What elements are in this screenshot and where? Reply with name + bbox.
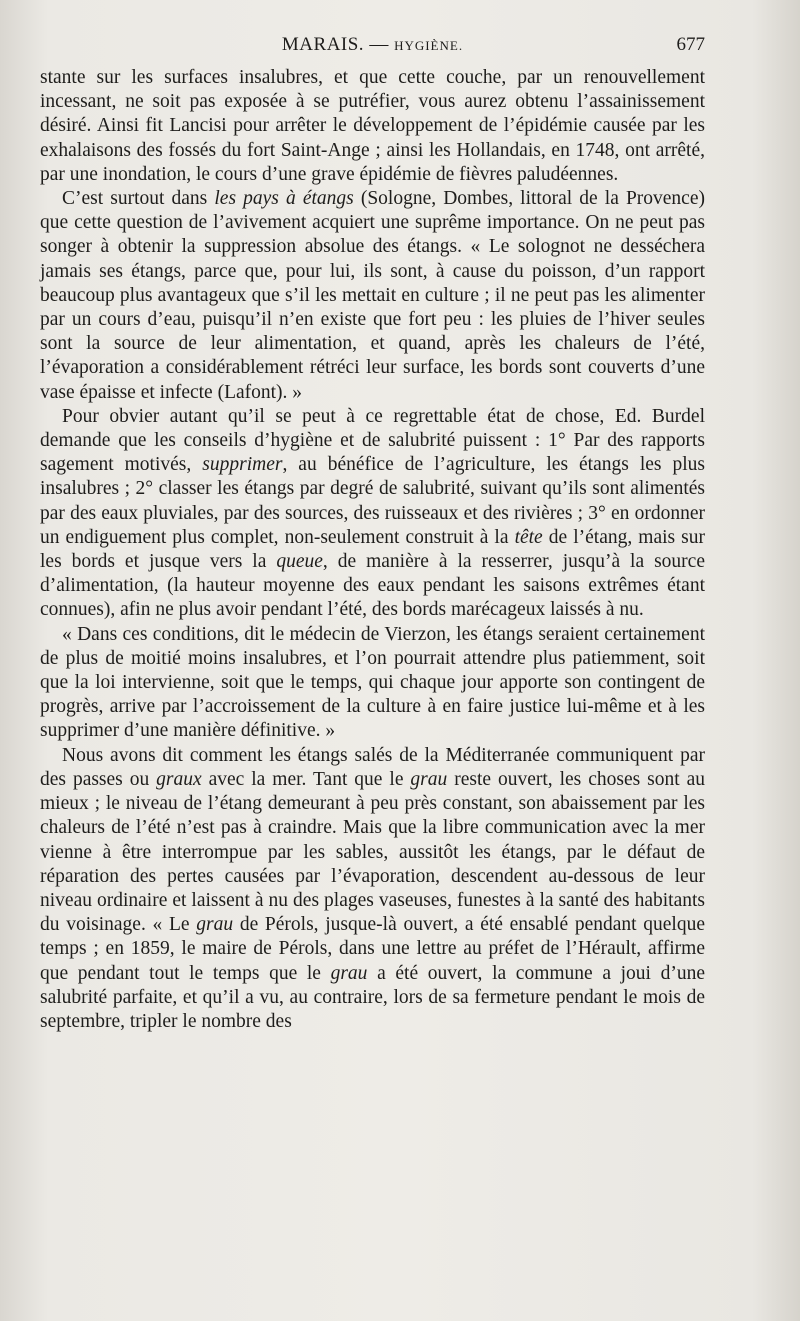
italic-term: grau [330,962,368,984]
italic-term: supprimer [202,454,283,476]
italic-term: grau [410,768,448,790]
running-title-section: HYGIÈNE. [394,38,464,53]
text-run: Pour obvier autant qu’il se peut à ce regrettable état de chose, Ed. Burdel demande que les conseils d’hygiène et de salubrité puissent : 1° Par des rapports sagement motivés, [40,405,705,476]
running-title [40,34,705,56]
italic-term: tête [514,526,543,548]
text-run: de l’étang, mais sur les bords et jusque vers la [40,526,705,573]
text-run: stante sur les surfaces insalubres, et que cette couche, par un renouvellement incessant, ne soit pas exposée à se putréfier, vous aurez obtenu l’assainissement désiré. Ainsi fit Lancisi pour arrêter le développement de l’épidémie causée par les exhalaisons des fossés du fort Saint-Ange ; ainsi les Hollandais, en 1748, ont arrêté, par une inondation, le cours d’une grave épidémie de fièvres paludéennes. [40,67,705,185]
paragraph-3 [40,405,705,623]
body-text [40,66,705,1034]
paragraph-4 [40,623,705,744]
page-header [40,34,705,58]
italic-term: grau [196,914,234,936]
italic-term: queue [276,551,323,573]
paragraph-2 [40,187,705,405]
text-run: avec la mer. Tant que le [201,768,411,790]
running-title-dash: — [364,34,395,55]
italic-term: graux [156,768,202,790]
text-run: reste ouvert, les choses sont au mieux ; le niveau de l’étang demeurant à peu près constant, son abaissement par les chaleurs de l’été n’est pas à craindre. Mais que la libre communication avec la mer vienne à être interrompue par les sables, aussitôt les étangs, par le défaut de réparation des pertes causées par l’évaporation, descendent au-dessous de leur niveau ordinaire et laissent à nu des plages vaseuses, funestes à la santé des habitants du voisinage. « Le [40,768,705,936]
text-run: , de manière à la resserrer, jusqu’à la source d’alimentation, (la hauteur moyenne des eaux pendant les saisons extrêmes étant connues), afin ne plus avoir pendant l’été, des bords marécageux laissés à nu. [40,551,705,621]
text-run: de Pérols, jusque-là ouvert, a été ensablé pendant quelque temps ; en 1859, le maire de Pérols, dans une lettre au préfet de l’Hérault, affirme que pendant tout le temps que le [40,914,705,984]
text-run: , au bénéfice de l’agriculture, les étangs les plus insalubres ; 2° classer les étangs par degré de salubrité, suivant qu’ils sont alimentés par des eaux pluviales, par des sources, des ruisseaux et des rivières ; 3° en ordonner un endiguement plus complet, non-seulement construit à la [40,454,706,548]
text-run: C’est surtout dans [62,188,215,210]
text-run: a été ouvert, la commune a joui d’une salubrité parfaite, et qu’il a vu, au contraire, lors de sa fermeture pendant le mois de septembre, tripler le nombre des [40,962,705,1032]
text-run: Nous avons dit comment les étangs salés de la Méditerranée communiquent par des passes ou [40,744,705,790]
page-number: 677 [676,34,705,55]
paragraph-1 [40,66,705,187]
italic-term: les pays à étangs [214,188,354,210]
text-run: « Dans ces conditions, dit le médecin de Vierzon, les étangs seraient certainement de plus de moitié moins insalubres, et l’on pourrait attendre plus patiemment, soit que la loi intervienne, soit que le temps, qui chaque jour apporte son contingent de progrès, arrive par l’accroissement de la culture à en faire justice lui-même et à les supprimer d’une manière définitive. » [40,623,705,742]
running-title-main: MARAIS. [281,34,365,55]
text-run: (Sologne, Dombes, littoral de la Provence) que cette question de l’avivement acquiert une suprême importance. On ne peut pas songer à obtenir la suppression absolue des étangs. « Le solognot ne desséchera jamais ses étangs, parce que, pour lui, ils sont, à cause du poisson, d’un rapport beaucoup plus avantageux que s’il les mettait en culture ; il ne peut pas les alimenter par un cours d’eau, puisqu’il n’en existe que fort peu : les pluies de l’hiver seules sont la source de leur alimentation, et quand, après les chaleurs de l’été, l’évaporation a considérablement rétréci leur surface, les bords sont couverts d’une vase épaisse et infecte (Lafont). » [40,188,705,403]
paragraph-5 [40,744,705,1034]
